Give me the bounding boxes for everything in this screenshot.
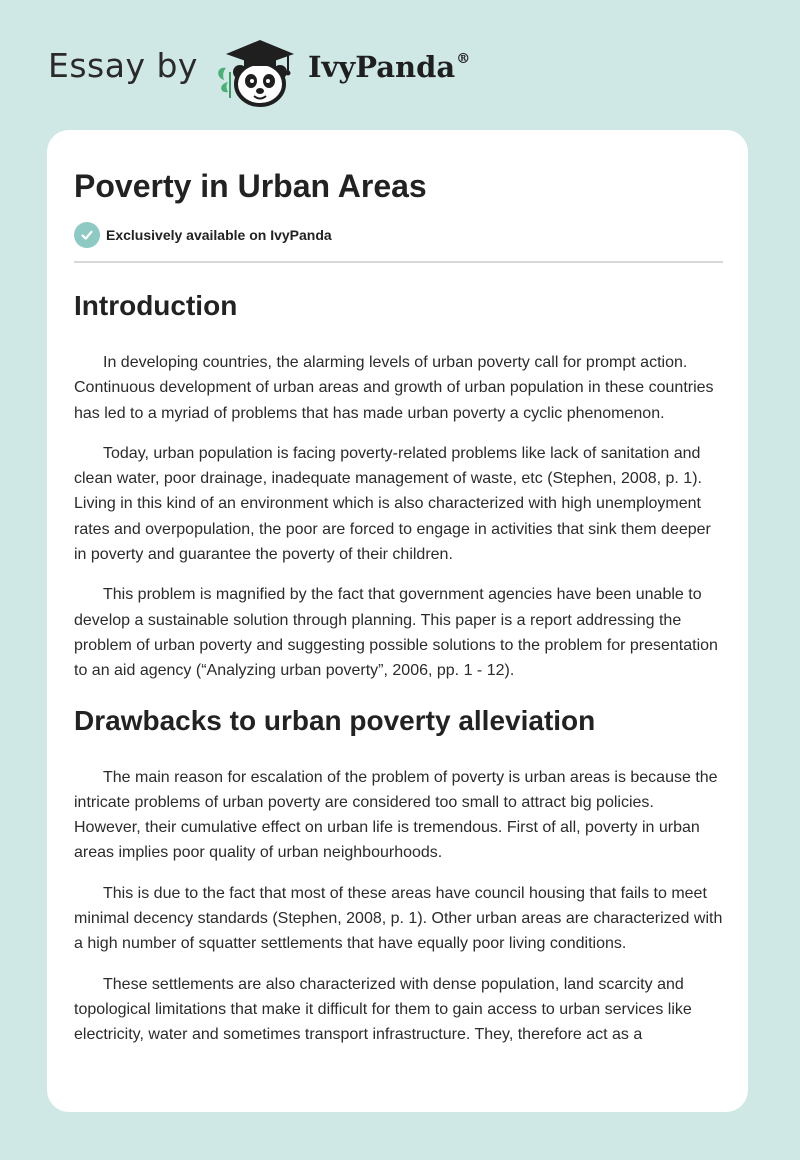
exclusive-badge-text: Exclusively available on IvyPanda [106, 227, 332, 243]
paragraph: This problem is magnified by the fact that government agencies have been unable to develop a sustainable solution through planning. This paper is a report addressing the problem of urban poverty and suggesting possible solutions to the problem for presentation to an aid agency (“Analyzing urban poverty”, 2006, pp. 1 - 12). [74, 586, 718, 680]
paragraph: These settlements are also characterized with dense population, land scarcity and topological limitations that make it difficult for them to gain access to urban services like electricity, water and sometimes transport infrastructure. They, therefore act as a [74, 975, 692, 1044]
article-title: Poverty in Urban Areas [74, 168, 427, 204]
paragraph: This is due to the fact that most of these areas have council housing that fails to meet minimal decency standards (Stephen, 2008, p. 1). Other urban areas are characterized with a high number of squatter settlements that have equally poor living conditions. [74, 884, 723, 953]
section-heading-drawbacks: Drawbacks to urban poverty alleviation [74, 704, 596, 736]
section-heading-introduction: Introduction [74, 290, 238, 321]
brand-text: IvyPanda [307, 50, 456, 84]
panda-logo-icon [214, 28, 306, 108]
paragraph: Today, urban population is facing poverty-related problems like lack of sanitation and clean water, poor drainage, inadequate management of waste, etc (Stephen, 2008, p. 1). Living in this kind of an environment which is also characterized with high unemployment rates and overpopulation, the poor are forced to engage in activities that sink them deeper in poverty and guarantee the poverty of their children. [74, 444, 711, 564]
essay-by-label: Essay by [48, 45, 198, 85]
title-divider [74, 261, 723, 263]
site-header [48, 28, 470, 108]
brand-name [308, 50, 470, 84]
article-card [47, 130, 748, 1112]
ivypanda-logo[interactable] [214, 28, 306, 108]
exclusive-badge [74, 222, 332, 248]
paragraph: The main reason for escalation of the problem of poverty is urban areas is because the intricate problems of urban poverty are considered too small to attract big policies. However, their cumulative effect on urban life is tremendous. First of all, poverty in urban areas implies poor quality of urban neighbourhoods. [74, 768, 718, 862]
paragraph: In developing countries, the alarming levels of urban poverty call for prompt action. Continuous development of urban areas and growth of urban population in these countries has led to a myriad of problems that has made urban poverty a cyclic phenomenon. [74, 354, 714, 422]
article-body [74, 280, 723, 1063]
registered-mark: ® [456, 51, 471, 67]
check-icon [74, 222, 100, 248]
